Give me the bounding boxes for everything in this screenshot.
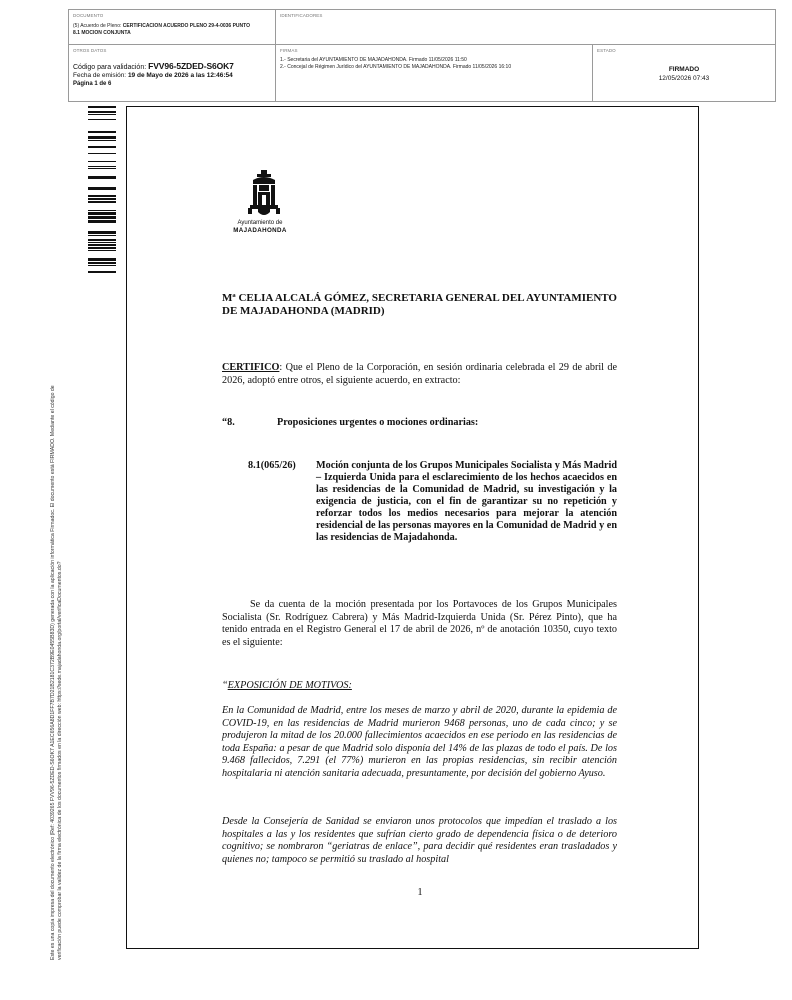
estado-value: FIRMADO: [668, 66, 700, 73]
side-verification-text: Este es una copia impresa del documento electrónico (Ref: 4039265 FVV96-5ZDED-S6OK7 A1EC656A8D1FF7B7D21B2181C372B9E0455B83D) generada con la aplicación informática Firmadoc. El documento está FIRMADO. Mediante el código de verificación puede comprobar la validez de la firma electrónica de los documentos firmados en la dirección web: https://sede.majadahonda.org/portal/verificaDocumentos.do?: [50, 385, 63, 960]
barcode-bar: [88, 119, 116, 120]
exposicion-heading: “EXPOSICIÓN DE MOTIVOS:: [222, 680, 352, 691]
barcode-bar: [88, 250, 116, 251]
firmas-label: FIRMAS: [280, 48, 298, 53]
identificadores-cell: [276, 10, 775, 45]
barcode-bar: [88, 239, 116, 241]
page-number: 1: [417, 887, 423, 898]
identificadores-label: IDENTIFICADORES: [280, 13, 323, 18]
barcode-bar: [88, 262, 116, 264]
barcode-bar: [88, 235, 116, 236]
barcode-bar: [88, 258, 116, 261]
barcode-bar: [88, 140, 116, 141]
barcode-bar: [88, 114, 116, 115]
barcode-bar: [88, 265, 116, 266]
barcode-bar: [88, 201, 116, 203]
page-count: Página 1 de 6: [73, 81, 112, 87]
firmas-cell: [276, 45, 593, 101]
barcode-bar: [88, 176, 116, 179]
codigo-validacion: Código para validación: FVV96-5ZDED-S6OK7: [73, 61, 234, 71]
motivos-paragraph-1: En la Comunidad de Madrid, entre los meses de marzo y abril de 2020, durante la epidemia de COVID-19, en las residencias de Madrid murieron 9468 personas, uno de cada cinco; y se produjeron la mitad de los 20.000 fallecimientos acaecidos en ese periodo en las residencias de toda España: a pesar de que Madrid solo disponía del 14% de las plazas de todo el país. De los 9.468 fallecidos, 7.291 (el 77%) murieron en las propias residencias, sin recibir atención hospitalaria ni atención sanitaria adecuada, presuntamente, por decisión del gobierno Ayuso.: [222, 705, 617, 779]
barcode-bar: [88, 244, 116, 246]
documento-cell: [69, 10, 276, 45]
barcode-bar: [88, 131, 116, 133]
barcode-bar: [88, 161, 116, 162]
firma-1: 1.- Secretaria del AYUNTAMIENTO DE MAJADAHONDA. Firmado 11/05/2026 11:50: [280, 57, 467, 63]
barcode-bar: [88, 106, 116, 108]
barcode-bar: [88, 210, 116, 211]
barcode-bar: [88, 212, 116, 215]
se-da-cuenta-paragraph: Se da cuenta de la moción presentada por los Portavoces de los Grupos Municipales Socialista (Sr. Rodríguez Cabrera) y Más Madrid-Izquierda Unida (Sr. Pérez Pinto), que ha tenido entrada en el Registro General el 17 de abril de 2026, nº de anotación 10350, cuyo texto es el siguiente:: [222, 599, 617, 648]
estado-cell: [593, 45, 775, 101]
point-8-1-text: Moción conjunta de los Grupos Municipales Socialista y Más Madrid – Izquierda Unida para el esclarecimiento de los hechos acaecidos en las residencias de la Comunidad de Madrid, su investigación y la exigencia de justicia, con el fin de garantizar su no repetición y reforzar todos los medios necesarios para mejorar la atención residencial de las personas mayores en la Comunidad de Madrid y en las residencias de Majadahonda.: [316, 460, 617, 543]
barcode: [88, 106, 116, 276]
barcode-bar: [88, 247, 116, 249]
barcode-bar: [88, 168, 116, 169]
estado-label: ESTADO: [597, 48, 616, 53]
barcode-bar: [88, 153, 116, 154]
barcode-bar: [88, 111, 116, 113]
barcode-bar: [88, 242, 116, 243]
logo-line-2: MAJADAHONDA: [233, 227, 287, 234]
barcode-bar: [88, 195, 116, 197]
point-8-number: “8.: [222, 417, 235, 428]
documento-value: (5) Acuerdo de Pleno: CERTIFICACION ACUERDO PLENO 29-4-0036 PUNTO 8.1 MOCION CONJUNTA: [73, 23, 251, 36]
barcode-bar: [88, 198, 116, 200]
barcode-bar: [88, 187, 116, 190]
barcode-bar: [88, 220, 116, 223]
barcode-bar: [88, 166, 116, 167]
logo-line-1: Ayuntamiento de: [237, 220, 283, 226]
certifico-label: CERTIFICO: [222, 362, 280, 373]
signature-header: [68, 9, 776, 102]
motivos-paragraph-2: Desde la Consejería de Sanidad se enviaron unos protocolos que impedían el traslado a los hospitales a las y los residentes que sufrían cierto grado de dependencia física o de deterioro cognitivo; se nombraron “geriatras de enlace”, para decidir qué residentes eran trasladados y quienes no; tampoco se permitió su traslado al hospital: [222, 816, 617, 865]
codigo-value[interactable]: FVV96-5ZDED-S6OK7: [148, 61, 234, 71]
barcode-bar: [88, 146, 116, 148]
estado-date: 12/05/2026 07:43: [658, 75, 710, 82]
firma-2: 2.- Concejal de Régimen Jurídico del AYUNTAMIENTO DE MAJADAHONDA. Firmado 11/05/2026 16:10: [280, 64, 512, 70]
certifico-paragraph: CERTIFICO: Que el Pleno de la Corporación, en sesión ordinaria celebrada el 29 de abril de 2026, adoptó entre otros, el siguiente acuerdo, en extracto:: [222, 362, 617, 386]
otros-datos-label: OTROS DATOS: [73, 48, 107, 53]
otros-datos-cell: [69, 45, 276, 101]
documento-label: DOCUMENTO: [73, 13, 104, 18]
point-8-text: Proposiciones urgentes o mociones ordinarias:: [277, 417, 479, 428]
barcode-bar: [88, 216, 116, 219]
document-title: Mª CELIA ALCALÁ GÓMEZ, SECRETARIA GENERAL DEL AYUNTAMIENTO DE MAJADAHONDA (MADRID): [222, 292, 617, 317]
point-8-1-number: 8.1(065/26): [248, 460, 296, 471]
barcode-bar: [88, 231, 116, 234]
barcode-bar: [88, 136, 116, 139]
fecha-emision: Fecha de emisión: 19 de Mayo de 2026 a las 12:46:54: [73, 72, 233, 79]
barcode-bar: [88, 271, 116, 273]
